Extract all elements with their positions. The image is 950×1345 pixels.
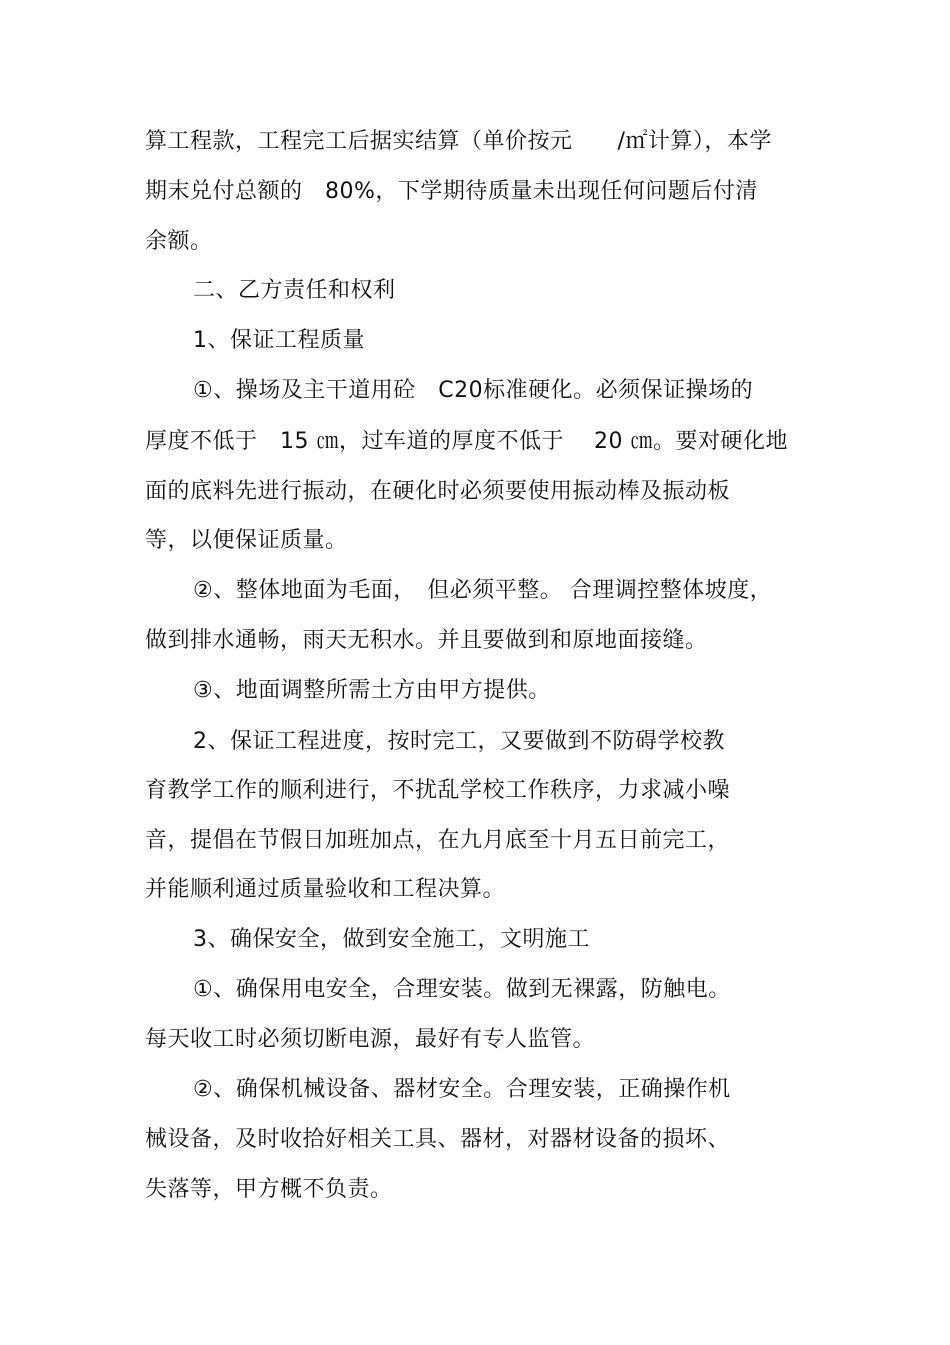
text-line: 音，提倡在节假日加班加点，在九月底至十月五日前完工， [145, 828, 731, 853]
text-line: 算工程款，工程完工后据实结算（单价按元 /㎡计算），本学 [145, 129, 772, 154]
text-line: 失落等，甲方概不负责。 [145, 1177, 393, 1202]
text-line: ①、确保用电安全，合理安装。做到无裸露，防触电。 [193, 977, 731, 1002]
subsection-heading: 2、保证工程进度，按时完工，又要做到不防碍学校教 [193, 729, 725, 754]
text-line: 育教学工作的顺利进行，不扰乱学校工作秩序，力求减小噪 [145, 778, 731, 803]
text-line: 械设备，及时收拾好相关工具、器材，对器材设备的损坏、 [145, 1127, 731, 1152]
section-heading: 二、乙方责任和权利 [193, 278, 396, 303]
text-line: ②、确保机械设备、器材安全。合理安装，正确操作机 [193, 1077, 731, 1102]
text-line: ③、地面调整所需土方由甲方提供。 [193, 678, 551, 703]
subsection-heading: 1、保证工程质量 [193, 328, 365, 353]
text-line: 期末兑付总额的 80%，下学期待质量未出现任何问题后付清 [145, 179, 758, 204]
text-line: 余额。 [145, 229, 213, 254]
text-line: 等，以便保证质量。 [145, 528, 348, 553]
subsection-heading: 3、确保安全，做到安全施工，文明施工 [193, 927, 590, 952]
text-line: 厚度不低于 15 ㎝，过车道的厚度不低于 20 ㎝。要对硬化地 [145, 429, 788, 454]
text-line: 面的底料先进行振动，在硬化时必须要使用振动棒及振动板 [145, 479, 731, 504]
text-line: 每天收工时必须切断电源，最好有专人监管。 [145, 1027, 596, 1052]
text-line: ①、操场及主干道用砼 C20标准硬化。必须保证操场的 [193, 378, 754, 403]
text-line: 并能顺利通过质量验收和工程决算。 [145, 877, 506, 902]
text-line: ②、整体地面为毛面， 但必须平整。 合理调控整体坡度， [193, 578, 773, 603]
text-line: 做到排水通畅，雨天无积水。并且要做到和原地面接缝。 [145, 628, 708, 653]
